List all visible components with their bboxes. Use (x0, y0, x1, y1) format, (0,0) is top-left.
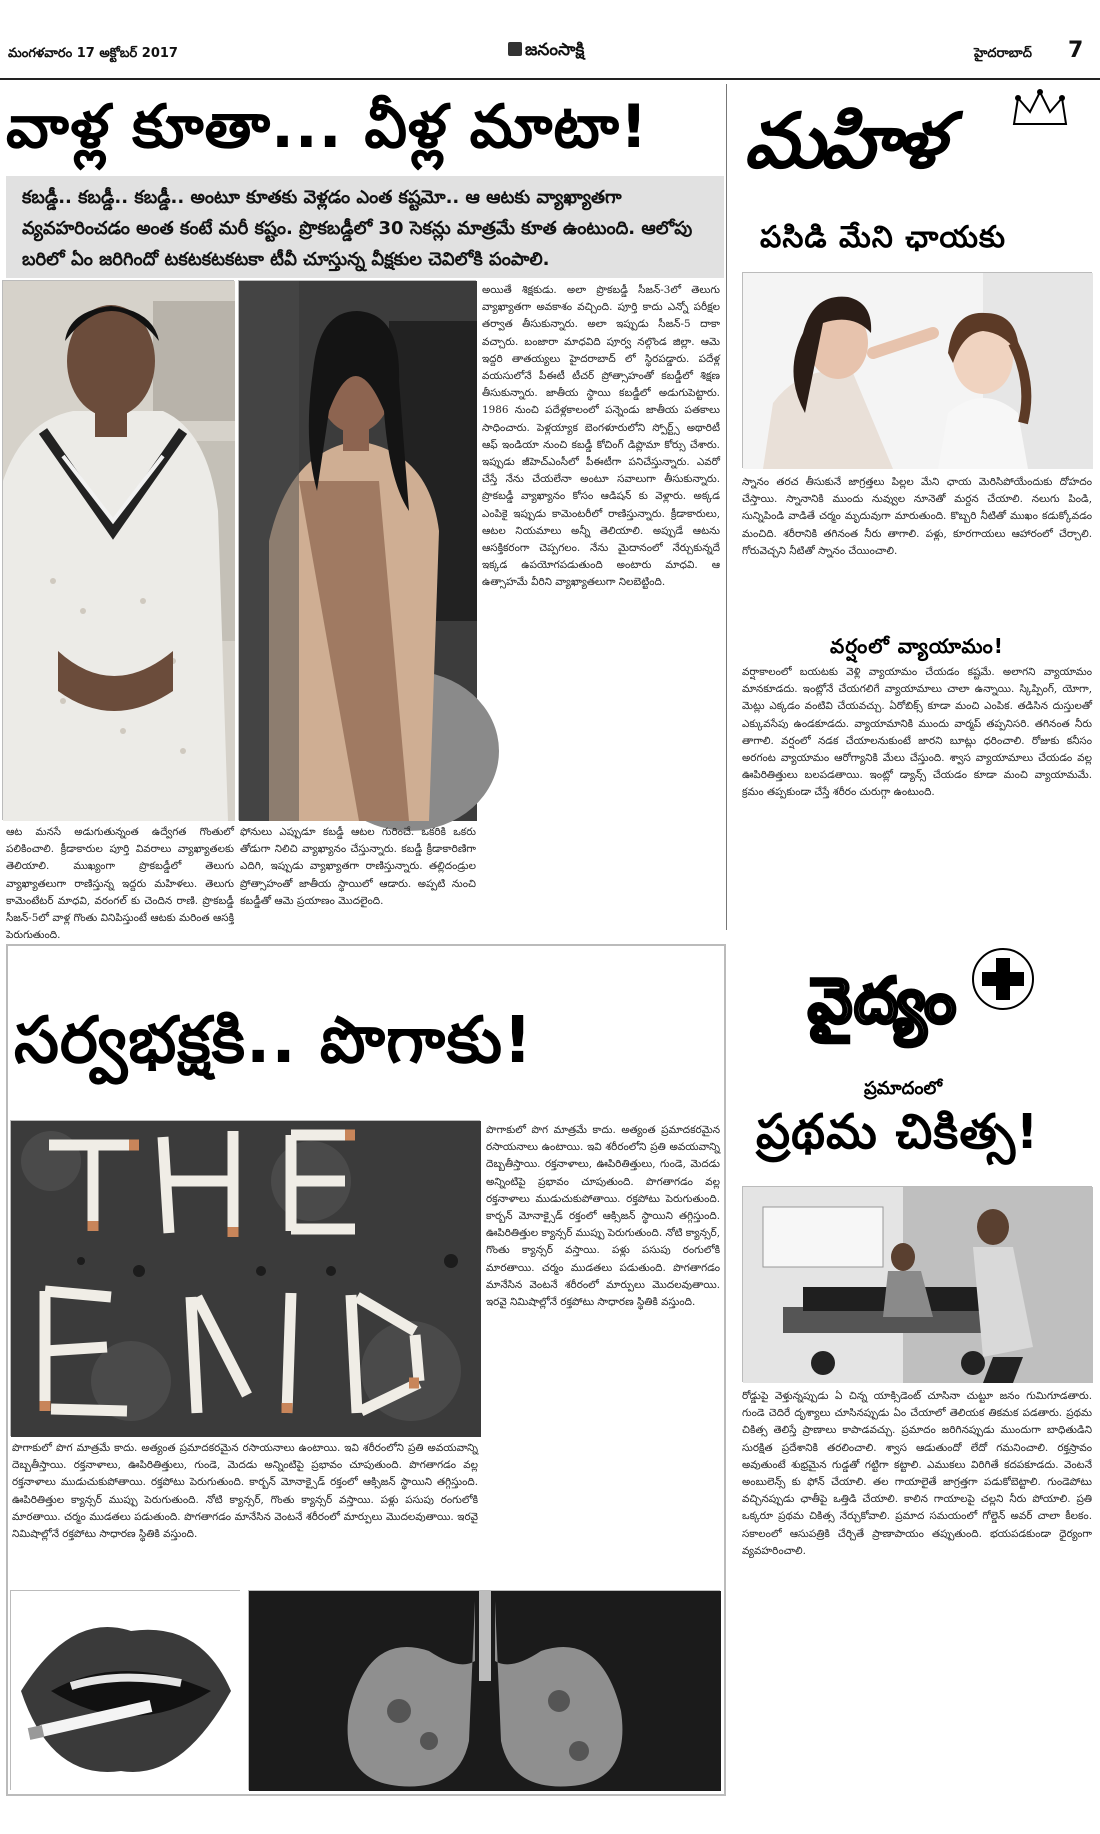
newspaper-name: జనంసాక్షి (525, 40, 585, 60)
ambulance-stretcher-photo (742, 1186, 1092, 1382)
crown-icon (1010, 88, 1070, 128)
tobacco-headline: సర్వభక్షకి.. పొగాకు! (14, 1004, 534, 1078)
exercise-subhead: వర్షంలో వ్యాయామం! (830, 634, 1004, 658)
vaidyam-section-logo (800, 944, 1040, 1074)
tobacco-column-right: పొగాకులో పొగ మాత్రమే కాదు. అత్యంత ప్రమాదకరమైన రసాయనాలు ఉంటాయి. ఇవి శరీరంలోని ప్రతి అవయవాన్ని దెబ్బతీస్తాయి. రక్తనాళాలు, ఊపిరితిత్తులు, గుండె, మెదడు అన్నింటిపై ప్రభావం చూపుతుంది. పొగతాగడం వల్ల రక్తనాళాలు ముడుచుకుపోతాయి. రక్తపోటు పెరుగుతుంది. కార్బన్ మోనాక్సైడ్ రక్తంలో ఆక్సిజన్ స్థాయిని తగ్గిస్తుంది. ఊపిరితిత్తుల క్యాన్సర్ ముప్పు పెరుగుతుంది. నోటి క్యాన్సర్, గొంతు క్యాన్సర్ వస్తాయి. పళ్లు పసుపు రంగులోకి మారతాయి. చర్మం ముడతలు పడుతుంది. పొగతాగడం మానేసిన వెంటనే శరీరంలో మార్పులు మొదలవుతాయి. ఇరవై నిమిషాల్లోనే రక్తపోటు సాధారణ స్థితికి వస్తుంది. (486, 1124, 721, 1309)
medical-cross-icon (968, 944, 1038, 1014)
masthead (0, 0, 1100, 80)
masthead-rule (0, 78, 1100, 80)
mahila-section-logo (740, 88, 1074, 208)
kabaddi-headline: వాళ్ల కూతా... వీళ్ల మాటా! (6, 92, 649, 162)
vaidyam-body: రోడ్డుపై వెళ్తున్నప్పుడు ఏ చిన్న యాక్సిడెంట్ చూసినా చుట్టూ జనం గుమిగూడతారు. గుండె చెదిరే దృశ్యాలు చూసినప్పుడు ఏం చేయాలో తెలియక తికమక పడతారు. ప్రథమ చికిత్స తెలిస్తే ప్రాణాలు కాపాడవచ్చు. ప్రమాదం జరిగినప్పుడు ముందుగా బాధితుడిని సురక్షిత ప్రదేశానికి తరలించాలి. శ్వాస ఆడుతుందో లేదో గమనించాలి. రక్తస్రావం అవుతుంటే శుభ్రమైన గుడ్డతో గట్టిగా కట్టాలి. ఎముకలు విరిగితే కదపకూడదు. వెంటనే అంబులెన్స్ కు ఫోన్ చేయాలి. తల గాయాలైతే జాగ్రత్తగా పడుకోబెట్టాలి. గుండెపోటు వచ్చినప్పుడు ఛాతీపై ఒత్తిడి చేయాలి. కాలిన గాయాలపై చల్లని నీరు పోయాలి. ప్రతి ఒక్కరూ ప్రథమ చికిత్స నేర్చుకోవాలి. ప్రమాద సమయంలో గోల్డెన్ అవర్ చాలా కీలకం. సకాలంలో ఆసుపత్రికి చేర్చితే ప్రాణాపాయం తప్పుతుంది. భయపడకుండా ధైర్యంగా వ్యవహరించాలి. (742, 1390, 1092, 1557)
cigarettes-the-end-photo (10, 1120, 480, 1436)
edition-city: హైదరాబాద్ (974, 46, 1032, 61)
vaidyam-prehead: ప్రమాదంలో (864, 1078, 942, 1099)
kabaddi-column-3: అయితే శిక్షకుడు. అలా ప్రొకబడ్డీ సీజన్-3లో తెలుగు వ్యాఖ్యాతగా అవకాశం వచ్చింది. పూర్తి కాదు ఎన్నో పరీక్షల తర్వాత తీసుకున్నారు. అలా ఇప్పుడు సీజన్-5 దాకా వచ్చారు. బంజారా మాధవిది పూర్వ నల్గొండ జిల్లా. ఆమె ఇద్దరి తాతయ్యలు హైదరాబాద్ లో స్థిరపడ్డారు. పదేళ్ల వయసులోనే పీఈటీ టీచర్ ప్రోత్సాహంతో కబడ్డీలో శిక్షణ తీసుకున్నారు. జాతీయ స్థాయి కబడ్డీలో అడుగుపెట్టారు. 1986 నుంచి పదేళ్లకాలంలో పన్నెండు జాతీయ పతకాలు సాధించారు. పెళ్లయ్యాక బెంగళూరులోని స్పోర్ట్స్ అథారిటీ ఆఫ్ ఇండియా నుంచి కబడ్డీ కోచింగ్ డిప్లొమా కోర్సు చేశారు. ఇప్పుడు జీహెచ్ఎంసీలో పీఈటీగా పనిచేస్తున్నారు. ఎవరో చేస్తే నేను చేయలేనా అంటూ సవాలుగా తీసుకున్నారు. ప్రొకబడ్డీ వ్యాఖ్యానం కోసం ఆడిషన్ కు వెళ్లారు. అక్కడ ఎంపికై ఇప్పుడు కామెంటరీలో రాణిస్తున్నారు. క్రీడాకారులు, ఆటల నియమాలు అన్నీ తెలియాలి. అప్పుడే ఆటను ఆసక్తికరంగా చెప్పగలం. నేను మైదానంలో నేర్చుకున్నదే ఇక్కడ ఉపయోగపడుతుంది అంటారు మాధవి. ఆ ఉత్సాహమే వీరిని వ్యాఖ్యాతలుగా నిలబెట్టింది. (482, 284, 720, 589)
woman-portrait-photo (2, 280, 234, 820)
lips-with-cigarette-photo (10, 1590, 240, 1790)
vaidyam-headline: ప్రథమ చికిత్స! (756, 1104, 1040, 1160)
logo-mark-icon (508, 42, 522, 56)
vaidyam-logo-text: వైద్యం (808, 964, 958, 1037)
mahila-intro: స్నానం తరచ తీసుకునే జాగ్రత్తలు పిల్లల మేని ఛాయ మెరిసిపోయేందుకు దోహదం చేస్తాయి. స్నానానికి ముందు నువ్వుల నూనెతో మర్దన చేయాలి. నలుగు పిండి, సున్నిపిండి వాడితే చర్మం మృదువుగా మారుతుంది. కొబ్బరి నీటితో ముఖం కడుక్కోవడం మంచిది. శరీరానికి తగినంత నీరు తాగాలి. పళ్లు, కూరగాయలు ఆహారంలో చేర్చాలి. గోరువెచ్చని నీటితో స్నానం చేయించాలి. (742, 476, 1092, 557)
issue-date: మంగళవారం 17 అక్టోబర్ 2017 (8, 46, 178, 61)
woman-in-saree-photo (238, 280, 476, 820)
page-number: 7 (1068, 38, 1084, 63)
newspaper-logo (508, 40, 584, 64)
kabaddi-deck: కబడ్డీ.. కబడ్డీ.. కబడ్డీ.. అంటూ కూతకు వెళ్లడం ఎంత కష్టమో.. ఆ ఆటకు వ్యాఖ్యాతగా వ్యవహరించడం అంత కంటే మరీ కష్టం. ప్రొకబడ్డీలో 30 సెకన్లు మాత్రమే కూత ఉంటుంది. ఆలోపు బరిలో ఏం జరిగిందో టకటకటకటకా టీవీ చూస్తున్న వీక్షకుల చెవిలోకి పంపాలి. (6, 176, 724, 278)
exercise-body: వర్షాకాలంలో బయటకు వెళ్లి వ్యాయామం చేయడం కష్టమే. అలాగని వ్యాయామం మానకూడదు. ఇంట్లోనే చేయగలిగే వ్యాయామాలు చాలా ఉన్నాయి. స్కిప్పింగ్, యోగా, మెట్లు ఎక్కడం వంటివి చేయవచ్చు. ఏరోబిక్స్ కూడా మంచి ఎంపిక. తడిసిన దుస్తులతో ఎక్కువసేపు ఉండకూడదు. వ్యాయామానికి ముందు వార్మప్ తప్పనిసరి. తగినంత నీరు తాగాలి. వర్షంలో నడక చేయాలనుకుంటే జారని బూట్లు ధరించాలి. రోజుకు కనీసం అరగంట వ్యాయామం ఆరోగ్యానికి మేలు చేస్తుంది. శ్వాస వ్యాయామాలు చేయడం వల్ల ఊపిరితిత్తులు బలపడతాయి. ఇంట్లో డ్యాన్స్ చేయడం కూడా మంచి వ్యాయామమే. క్రమం తప్పకుండా చేస్తే శరీరం చురుగ్గా ఉంటుంది. (742, 666, 1092, 799)
mahila-subhead: పసిడి మేని ఛాయకు (760, 220, 1006, 255)
kabaddi-column-1: ఆట మనసే అడుగుతున్నంత ఉద్వేగత గొంతులో పలికించాలి. క్రీడాకారుల పూర్తి వివరాలు వ్యాఖ్యాతలకు తెలియాలి. ముఖ్యంగా ప్రొకబడ్డీలో తెలుగు వ్యాఖ్యాతలుగా రాణిస్తున్న ఇద్దరు మహిళలు. తెలుగు కామెంటేటర్ మాధవి, వరంగల్ కు చెందిన రాణి. ప్రొకబడ్డీ సీజన్-5లో వాళ్ల గొంతు వినిపిస్తుంటే ఆటకు మరింత ఆసక్తి పెరుగుతుంది. (6, 826, 234, 942)
tobacco-column-left: పొగాకులో పొగ మాత్రమే కాదు. అత్యంత ప్రమాదకరమైన రసాయనాలు ఉంటాయి. ఇవి శరీరంలోని ప్రతి అవయవాన్ని దెబ్బతీస్తాయి. రక్తనాళాలు, ఊపిరితిత్తులు, గుండె, మెదడు అన్నింటిపై ప్రభావం చూపుతుంది. పొగతాగడం వల్ల రక్తనాళాలు ముడుచుకుపోతాయి. రక్తపోటు పెరుగుతుంది. కార్బన్ మోనాక్సైడ్ రక్తంలో ఆక్సిజన్ స్థాయిని తగ్గిస్తుంది. ఊపిరితిత్తుల క్యాన్సర్ ముప్పు పెరుగుతుంది. నోటి క్యాన్సర్, గొంతు క్యాన్సర్ వస్తాయి. పళ్లు పసుపు రంగులోకి మారతాయి. చర్మం ముడతలు పడుతుంది. పొగతాగడం మానేసిన వెంటనే శరీరంలో మార్పులు మొదలవుతాయి. ఇరవై నిమిషాల్లోనే రక్తపోటు సాధారణ స్థితికి వస్తుంది. (12, 1442, 478, 1541)
kabaddi-column-2: ఫోనులు ఎప్పుడూ కబడ్డీ ఆటల గురించే. ఒకరికి ఒకరు తోడుగా నిలిచి వ్యాఖ్యానం చేస్తున్నారు. కబడ్డీ క్రీడాకారిణిగా ఎదిగి, ఇప్పుడు వ్యాఖ్యాతగా రాణిస్తున్నారు. తల్లిదండ్రుల ప్రోత్సాహంతో జాతీయ స్థాయిలో ఆడారు. అప్పటి నుంచి కబడ్డీతో ఆమె ప్రయాణం మొదలైంది. (240, 826, 476, 907)
column-divider (726, 84, 727, 930)
mother-and-daughter-photo (742, 272, 1092, 468)
mahila-logo-text: మహిళ (744, 96, 941, 185)
lungs-xray-photo (248, 1590, 720, 1790)
